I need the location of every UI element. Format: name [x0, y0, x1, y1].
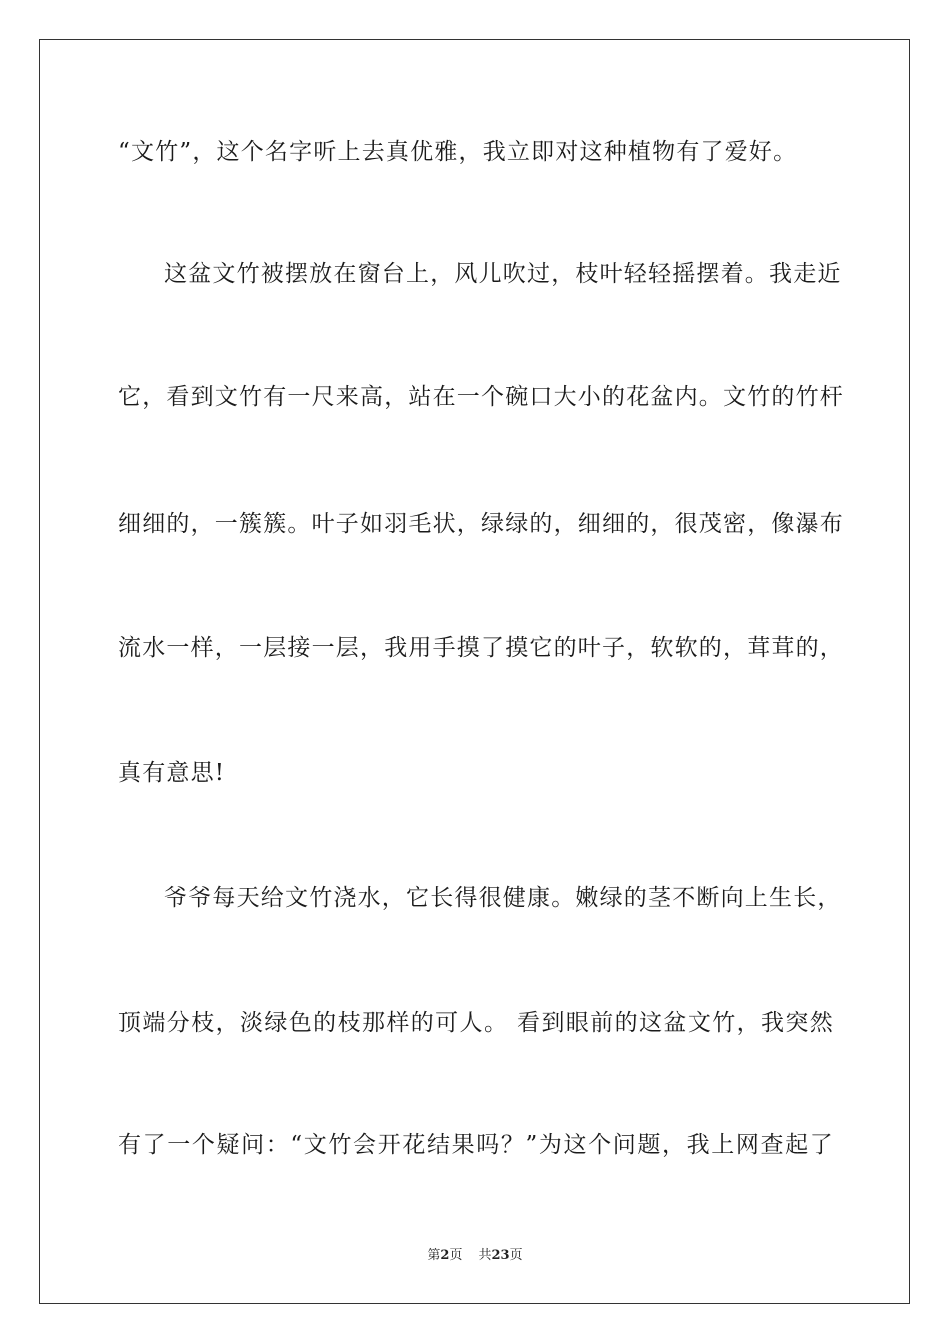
page-suffix: 页 [449, 1248, 463, 1263]
page-border [39, 39, 910, 1304]
total-suffix: 页 [509, 1248, 523, 1263]
page-number: 2 [440, 1248, 450, 1263]
text-line-8: 顶端分枝，淡绿色的枝那样的可人。 看到眼前的这盆文竹，我突然 [118, 1010, 834, 1036]
text-line-6: 真有意思! [118, 760, 226, 786]
text-line-2: 这盆文竹被摆放在窗台上，风儿吹过，枝叶轻轻摇摆着。我走近 [164, 261, 842, 287]
text-line-5: 流水一样，一层接一层，我用手摸了摸它的叶子，软软的，茸茸的， [118, 635, 844, 661]
text-line-9: 有了一个疑问：“文竹会开花结果吗？”为这个问题，我上网查起了 [118, 1132, 834, 1158]
text-line-3: 它，看到文竹有一尺来高，站在一个碗口大小的花盆内。文竹的竹杆 [118, 384, 844, 410]
text-line-4: 细细的，一簇簇。叶子如羽毛状，绿绿的，细细的，很茂密，像瀑布 [118, 511, 844, 537]
page-footer [0, 1248, 950, 1264]
text-line-1: “文竹”，这个名字听上去真优雅，我立即对这种植物有了爱好。 [118, 139, 798, 165]
page-prefix: 第 [427, 1248, 441, 1263]
total-prefix: 共 [478, 1248, 492, 1263]
text-line-7: 爷爷每天给文竹浇水，它长得很健康。嫩绿的茎不断向上生长， [164, 885, 842, 911]
total-pages: 23 [491, 1248, 510, 1263]
